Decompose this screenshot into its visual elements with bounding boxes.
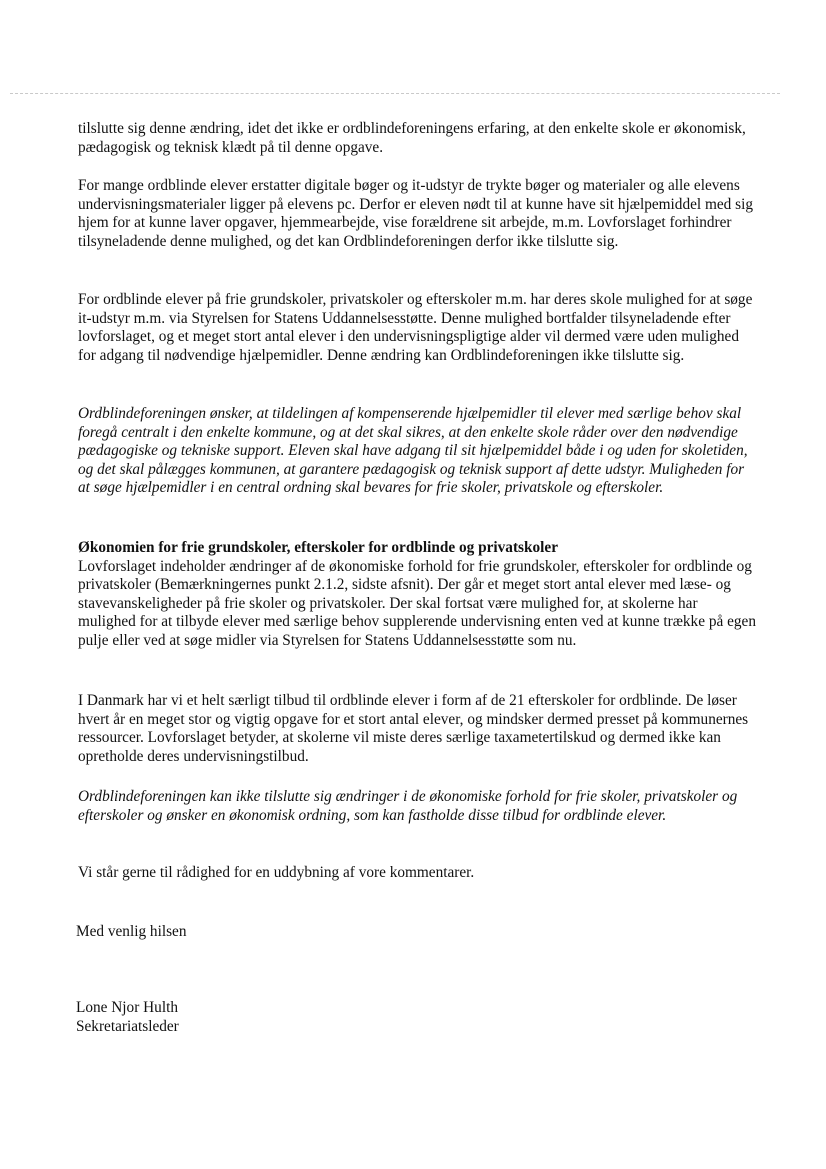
paragraph-4-italic: Ordblindeforeningen ønsker, at tildelingen af kompenserende hjælpemidler til elever med særlige behov skal foregå centralt i den enkelte kommune, og at det skal sikres, at den enkelte skole råder over den nødvendige pædagogiske og tekniske support. Eleven skal have adgang til sit hjælpemiddel både i og uden for skoletiden, og det skal pålægges kommunen, at garantere pædagogisk og teknisk support af dette udstyr. Muligheden for at søge hjælpemidler i en central ordning skal bevares for frie skoler, privatskole og efterskoler. [78,405,748,497]
paragraph-5: Lovforslaget indeholder ændringer af de økonomiske forhold for frie grundskoler, efterskoler for ordblinde og privatskoler (Bemærkningernes punkt 2.1.2, sidste afsnit). Der går et meget stort antal elever med læse- og stavevanskeligheder på frie skoler og privatskoler. Der skal fortsat være mulighed for, at skolerne har mulighed for at tilbyde elever med særlige behov supplerende undervisning enten ved at kunne trække på egen pulje eller ved at søge midler via Styrelsen for Statens Uddannelsesstøtte som nu. [78,557,756,649]
paragraph-1: tilslutte sig denne ændring, idet det ikke er ordblindeforeningens erfaring, at den enkelte skole er økonomisk, pædagogisk og teknisk klædt på til denne opgave. [78,120,746,156]
paragraph-6: I Danmark har vi et helt særligt tilbud til ordblinde elever i form af de 21 efterskoler for ordblinde. De løser hvert år en meget stor og vigtig opgave for et stort antal elever, og mindsker dermed presset på kommunernes ressourcer. Lovforslaget betyder, at skolerne vil miste deres særlige taxametertilskud og dermed ikke kan opretholde deres undervisningstilbud. [78,692,749,765]
paragraph-7-italic: Ordblindeforeningen kan ikke tilslutte sig ændringer i de økonomiske forhold for frie skoler, privatskoler og efterskoler og ønsker en økonomisk ordning, som kan fastholde disse tilbud for ordblinde elever. [78,788,738,824]
signature-name: Lone Njor Hulth [76,999,178,1016]
paragraph-2: For mange ordblinde elever erstatter digitale bøger og it-udstyr de trykte bøger og materialer og alle elevens undervisningsmaterialer ligger på elevens pc. Derfor er eleven nødt til at kunne have sit hjælpemiddel med sig hjem for at kunne laver opgaver, hjemmearbejde, vise forældrene sit arbejde, m.m. Lovforslaget forhindrer tilsyneladende denne mulighed, og det kan Ordblindeforeningen derfor ikke tilslutte sig. [78,177,753,250]
section-heading: Økonomien for frie grundskoler, efterskoler for ordblinde og privatskoler [78,539,558,556]
scan-artifact-line [10,93,780,96]
paragraph-3: For ordblinde elever på frie grundskoler, privatskoler og efterskoler m.m. har deres skole mulighed for at søge it-udstyr m.m. via Styrelsen for Statens Uddannelsesstøtte. Denne mulighed bortfalder tilsyneladende efter lovforslaget, og et meget stort antal elever i den undervisningspligtige alder vil dermed være uden mulighed for adgang til nødvendige hjælpemidler. Denne ændring kan Ordblindeforeningen ikke tilslutte sig. [78,291,753,364]
signature-title: Sekretariatsleder [76,1018,179,1035]
section-economy [78,539,758,651]
paragraph-8: Vi står gerne til rådighed for en uddybning af vore kommentarer. [78,864,475,881]
closing-text: Med venlig hilsen [76,923,187,940]
